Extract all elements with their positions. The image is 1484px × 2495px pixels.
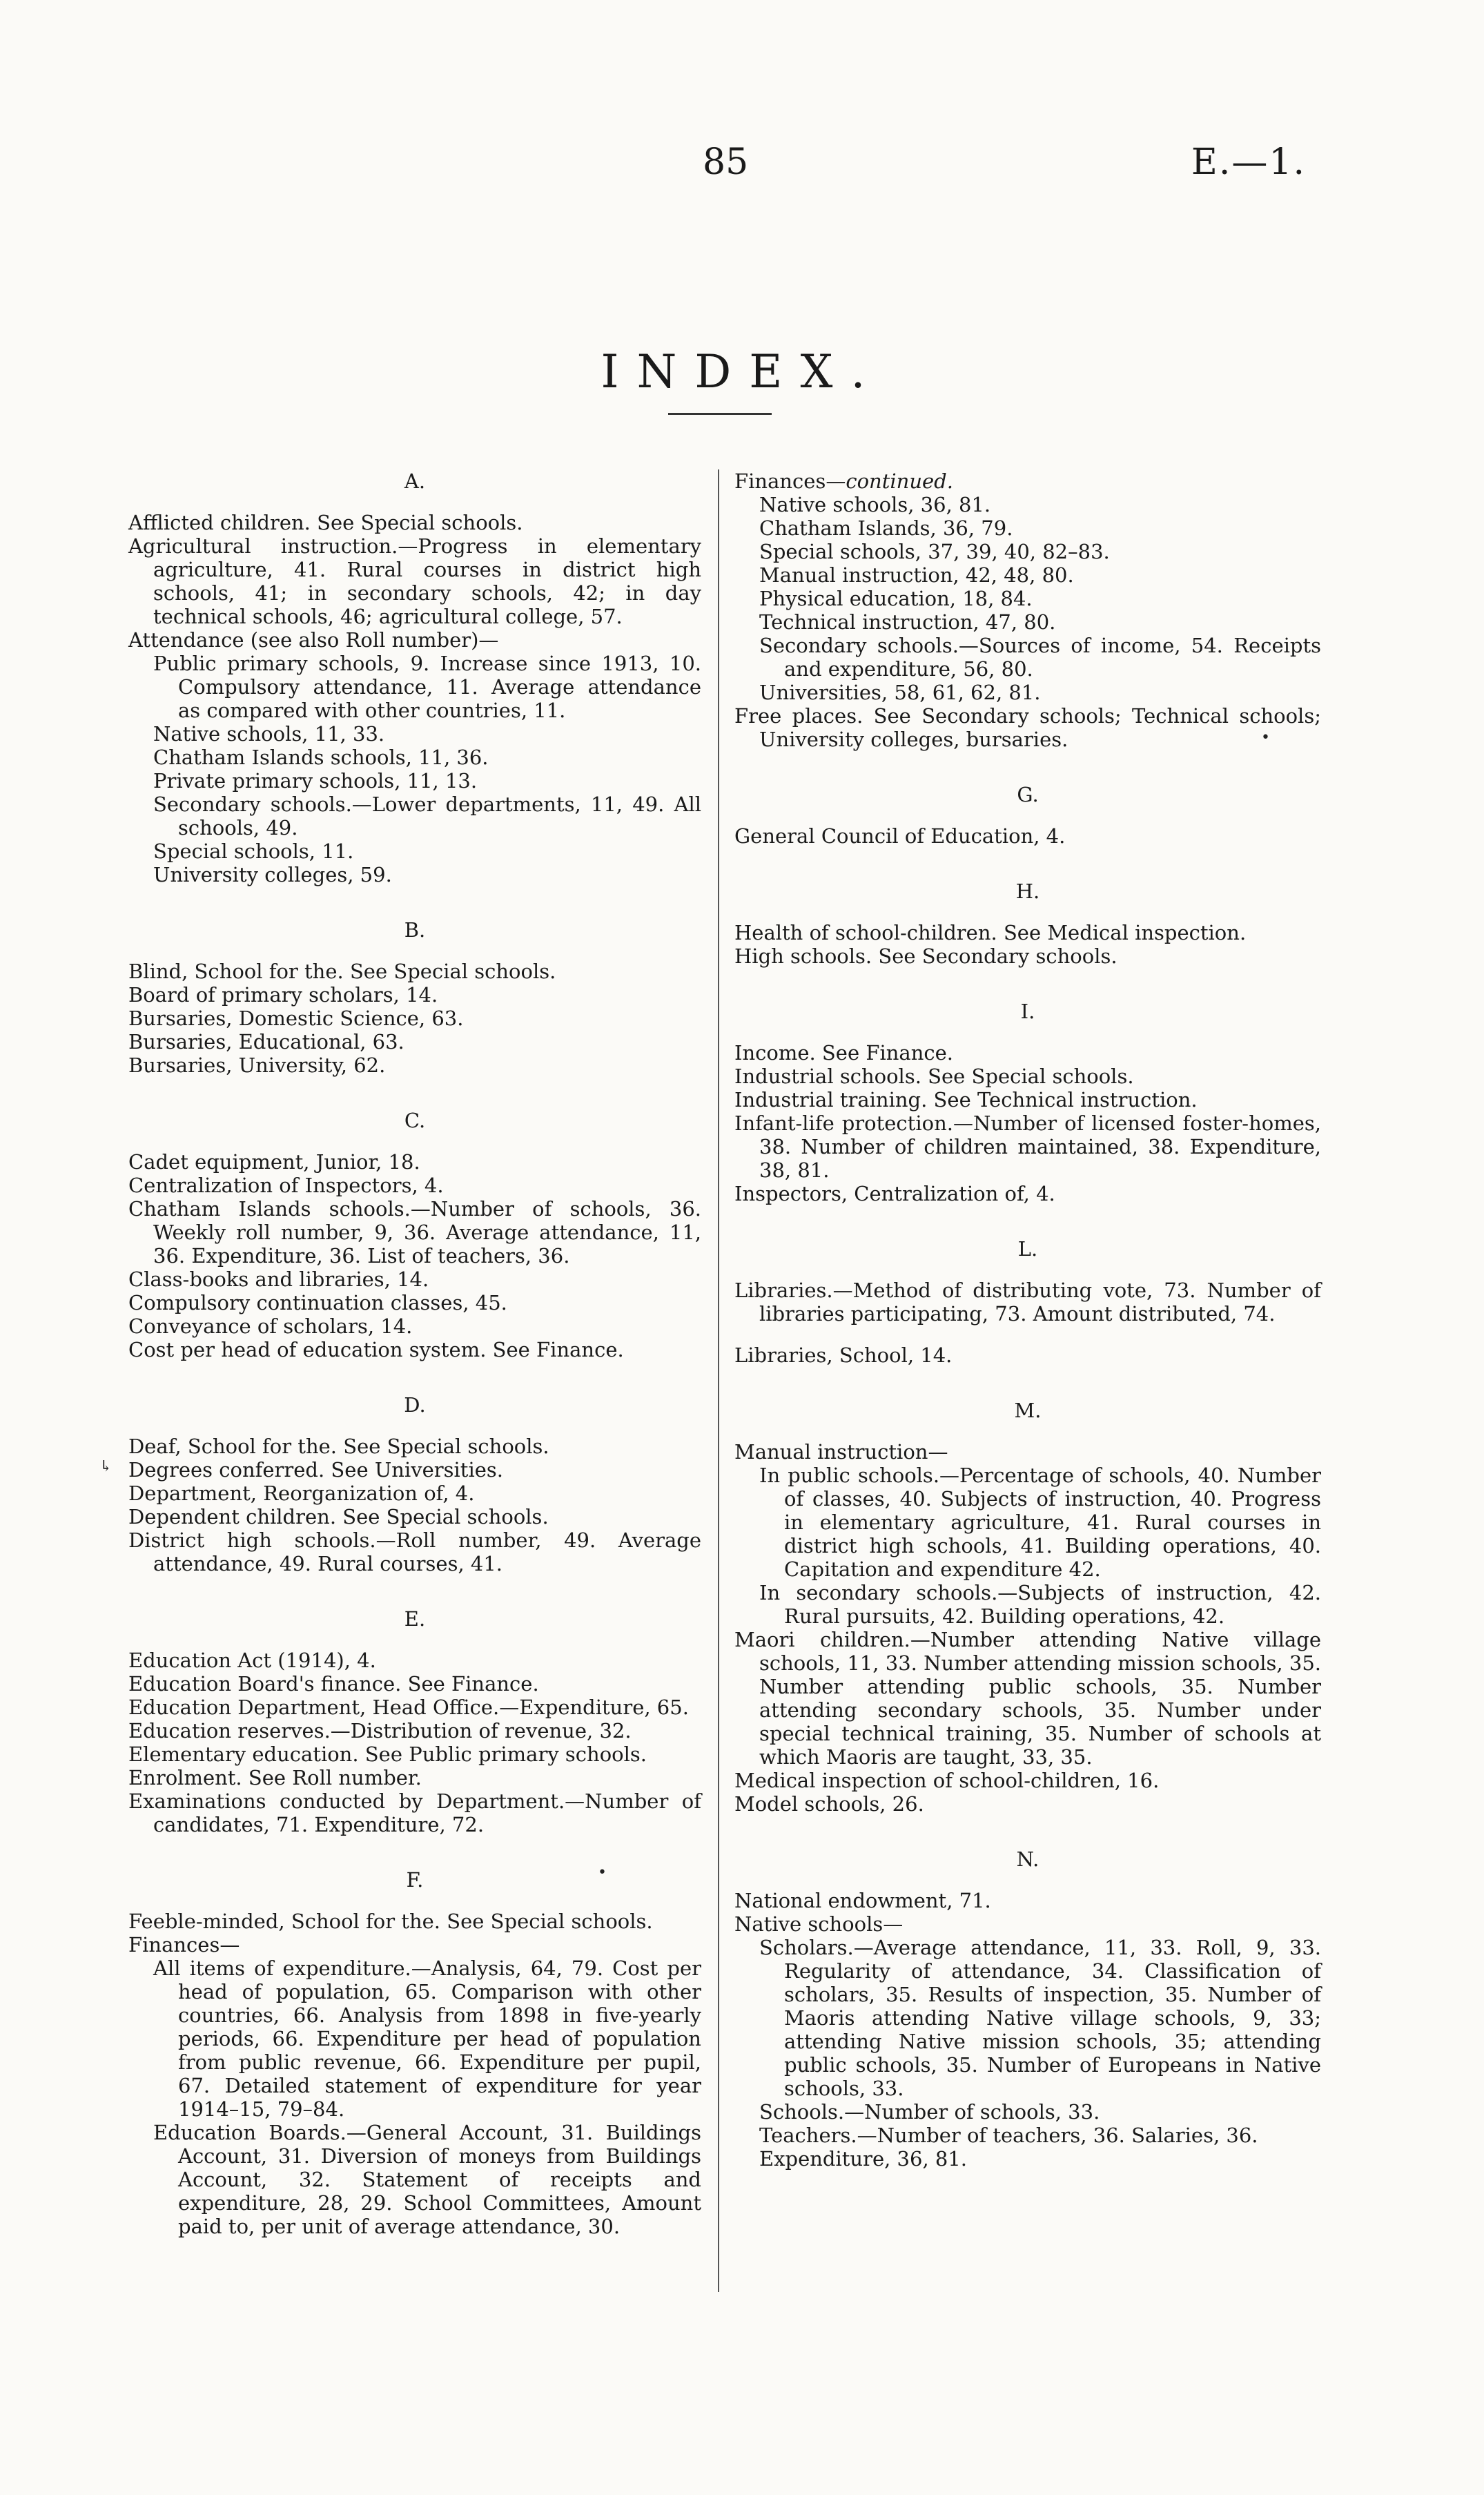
- index-subentry: Chatham Islands schools, 11, 36.: [153, 746, 489, 769]
- section-head-a: A.: [404, 469, 426, 493]
- index-entry: Cadet equipment, Junior, 18.: [128, 1150, 420, 1174]
- index-entry: High schools. See Secondary schools.: [734, 944, 1117, 968]
- index-entry: General Council of Education, 4.: [734, 824, 1066, 848]
- index-subentry: Physical education, 18, 84.: [759, 587, 1033, 610]
- index-subentry: Chatham Islands, 36, 79.: [759, 516, 1013, 540]
- section-head-m: M.: [1014, 1399, 1042, 1422]
- print-mark-icon: •: [598, 1864, 607, 1881]
- index-entry: Model schools, 26.: [734, 1792, 924, 1816]
- index-entry: Industrial training. See Technical instruction.: [734, 1088, 1198, 1111]
- column-divider: [718, 469, 719, 2292]
- index-entry: Enrolment. See Roll number.: [128, 1766, 422, 1789]
- index-entry: Board of primary scholars, 14.: [128, 983, 438, 1007]
- section-head-b: B.: [404, 918, 426, 942]
- section-head-h: H.: [1015, 880, 1040, 903]
- index-entry: Bursaries, University, 62.: [128, 1054, 386, 1077]
- title-rule: [668, 413, 772, 415]
- section-head-e: E.: [404, 1607, 426, 1631]
- index-entry: Blind, School for the. See Special schools.: [128, 960, 556, 983]
- index-entry: Native schools—: [734, 1912, 904, 1936]
- index-entry: Education Board's finance. See Finance.: [128, 1672, 539, 1696]
- index-entry: Compulsory continuation classes, 45.: [128, 1291, 507, 1314]
- index-subentry: Education Boards.—General Account, 31. Buildings Account, 31. Diversion of moneys from Buildings Account, 32. Statement of receipts and expenditure, 28, 29. School Committees, Amount paid to, per unit of average attendance, 30.: [153, 2121, 701, 2238]
- index-entry: Degrees conferred. See Universities.: [128, 1458, 503, 1482]
- page-title: INDEX.: [601, 345, 883, 398]
- print-mark-icon: ↳: [99, 1458, 113, 1475]
- index-subentry: Secondary schools.—Lower departments, 11, 49. All schools, 49.: [153, 793, 701, 839]
- index-entry: Attendance (see also Roll number)—: [128, 628, 499, 652]
- index-entry: Cost per head of education system. See Finance.: [128, 1338, 624, 1361]
- index-subentry: Expenditure, 36, 81.: [759, 2147, 968, 2171]
- index-subentry: Special schools, 37, 39, 40, 82–83.: [759, 540, 1110, 563]
- index-entry: Deaf, School for the. See Special schools.: [128, 1435, 549, 1458]
- section-head-l: L.: [1017, 1237, 1038, 1261]
- index-subentry: Native schools, 11, 33.: [153, 722, 385, 746]
- index-subentry: Secondary schools.—Sources of income, 54. Receipts and expenditure, 56, 80.: [759, 634, 1321, 681]
- section-head-i: I.: [1020, 1000, 1035, 1023]
- index-entry: Class-books and libraries, 14.: [128, 1268, 429, 1291]
- index-subentry: All items of expenditure.—Analysis, 64, 79. Cost per head of population, 65. Comparison with other countries, 66. Analysis from 1898 in five-yearly periods, 66. Expenditure per head of population from public revenue, 66. Expenditure per pupil, 67. Detailed statement of expenditure for year 1914–15, 79–84.: [153, 1957, 701, 2121]
- right-column: [734, 469, 1321, 2171]
- index-subentry: Native schools, 36, 81.: [759, 493, 991, 516]
- section-head-c: C.: [404, 1109, 426, 1132]
- index-entry: Centralization of Inspectors, 4.: [128, 1174, 444, 1197]
- index-entry: Education reserves.—Distribution of revenue, 32.: [128, 1719, 632, 1742]
- index-subentry: Private primary schools, 11, 13.: [153, 769, 478, 793]
- index-entry: Income. See Finance.: [734, 1041, 954, 1065]
- index-subentry: University colleges, 59.: [153, 863, 392, 886]
- section-head-d: D.: [404, 1393, 426, 1417]
- index-subentry: In public schools.—Percentage of schools, 40. Number of classes, 40. Subjects of instruction, 40. Progress in elementary agriculture, 41. Rural courses in district high schools, 41. Building operations, 40. Capitation and expenditure 42.: [759, 1464, 1321, 1581]
- continued-label: continued.: [846, 469, 953, 493]
- index-subentry: Schools.—Number of schools, 33.: [759, 2100, 1100, 2124]
- continued-heading: [734, 469, 1321, 493]
- index-subentry: Manual instruction, 42, 48, 80.: [759, 563, 1074, 587]
- section-head-f: F.: [406, 1868, 424, 1892]
- index-entry: Finances—: [128, 1933, 240, 1957]
- index-entry: Health of school-children. See Medical inspection.: [734, 921, 1247, 944]
- document-reference: E.—1.: [1191, 142, 1306, 183]
- index-entry: Chatham Islands schools.—Number of schools, 36. Weekly roll number, 9, 36. Average attendance, 11, 36. Expenditure, 36. List of teachers, 36.: [128, 1197, 701, 1268]
- index-subentry: Special schools, 11.: [153, 839, 354, 863]
- index-entry: Manual instruction—: [734, 1440, 948, 1464]
- index-entry: Examinations conducted by Department.—Number of candidates, 71. Expenditure, 72.: [128, 1789, 701, 1836]
- index-entry: Agricultural instruction.—Progress in elementary agriculture, 41. Rural courses in district high schools, 41; in secondary schools, 42; in day technical schools, 46; agricultural college, 57.: [128, 534, 701, 628]
- print-mark-icon: •: [1261, 729, 1270, 746]
- index-subentry: Scholars.—Average attendance, 11, 33. Roll, 9, 33. Regularity of attendance, 34. Classification of scholars, 35. Results of inspection, 35. Number of Maoris attending Native village schools, 9, 33; attending Native mission schools, 35; attending public schools, 35. Number of Europeans in Native schools, 33.: [759, 1936, 1321, 2100]
- index-entry: Elementary education. See Public primary schools.: [128, 1742, 647, 1766]
- section-head-n: N.: [1016, 1847, 1039, 1871]
- index-entry: Medical inspection of school-children, 16.: [734, 1769, 1160, 1792]
- index-entry: Libraries, School, 14.: [734, 1343, 953, 1367]
- index-entry: Conveyance of scholars, 14.: [128, 1314, 413, 1338]
- index-subentry: Universities, 58, 61, 62, 81.: [759, 681, 1041, 704]
- index-entry: Infant-life protection.—Number of licensed foster-homes, 38. Number of children maintained, 38. Expenditure, 38, 81.: [734, 1111, 1321, 1182]
- index-entry: Bursaries, Educational, 63.: [128, 1030, 404, 1054]
- index-subentry: Teachers.—Number of teachers, 36. Salaries, 36.: [759, 2124, 1258, 2147]
- index-entry: Department, Reorganization of, 4.: [128, 1482, 475, 1505]
- index-subentry: In secondary schools.—Subjects of instruction, 42. Rural pursuits, 42. Building operations, 42.: [759, 1581, 1321, 1628]
- index-entry: Dependent children. See Special schools.: [128, 1505, 549, 1528]
- page-number: 85: [703, 142, 749, 183]
- continued-heading-label: Finances—: [734, 469, 846, 493]
- index-entry: Feeble-minded, School for the. See Special schools.: [128, 1910, 653, 1933]
- index-entry: Maori children.—Number attending Native village schools, 11, 33. Number attending mission schools, 35. Number attending public schools, 35. Number attending secondary schools, 35. Number under special technical training, 35. Number of schools at which Maoris are taught, 33, 35.: [734, 1628, 1321, 1769]
- index-subentry: Technical instruction, 47, 80.: [759, 610, 1056, 634]
- index-entry: Bursaries, Domestic Science, 63.: [128, 1007, 464, 1030]
- index-entry: Education Department, Head Office.—Expenditure, 65.: [128, 1696, 689, 1719]
- index-entry: Inspectors, Centralization of, 4.: [734, 1182, 1055, 1205]
- index-entry: Free places. See Secondary schools; Technical schools; University colleges, bursaries.: [734, 704, 1321, 751]
- index-entry: National endowment, 71.: [734, 1889, 991, 1912]
- index-entry: Industrial schools. See Special schools.: [734, 1065, 1134, 1088]
- left-column: [128, 469, 701, 2238]
- index-entry: District high schools.—Roll number, 49. Average attendance, 49. Rural courses, 41.: [128, 1528, 701, 1575]
- index-entry: Afflicted children. See Special schools.: [128, 511, 523, 534]
- index-entry: Education Act (1914), 4.: [128, 1649, 376, 1672]
- index-subentry: Public primary schools, 9. Increase since 1913, 10. Compulsory attendance, 11. Average attendance as compared with other countries, 11.: [153, 652, 701, 722]
- section-head-g: G.: [1017, 783, 1039, 806]
- index-entry: Libraries.—Method of distributing vote, 73. Number of libraries participating, 73. Amount distributed, 74.: [734, 1279, 1321, 1326]
